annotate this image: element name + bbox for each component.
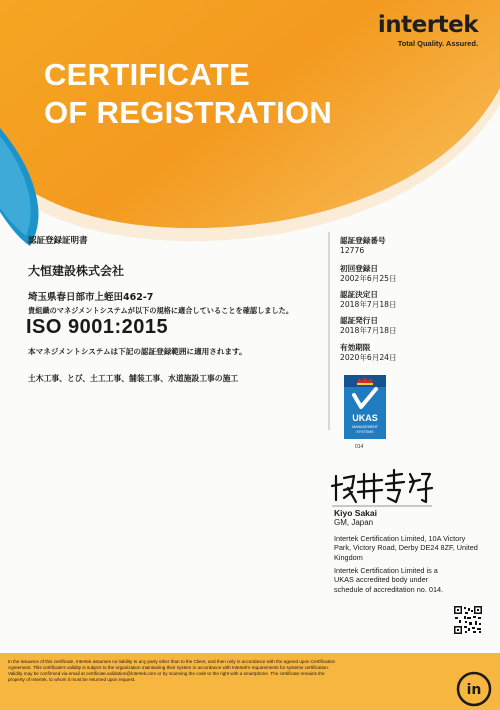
expiry-label: 有効期限 [340,343,371,352]
ukas-text: UKAS [352,413,378,423]
accreditation-line-2: UKAS accredited body under [334,575,429,585]
registration-number-label: 認証登録番号 [340,236,386,245]
certification-scope: 土木工事、とび、土工工事、舗装工事、水道施設工事の施工 [28,374,239,383]
registration-number-value: 12776 [340,246,365,255]
handwritten-signature [330,468,434,508]
footer-line-2: Agreement. This certificate's validity is subject to the organization maintaining their system in accordance with Intertek's requirements for systems certification. [8,665,330,670]
footer-line-3: Validity may be confirmed via email at certificate.validation@intertek.com or by scanning the code to the right with a smartphone. The certificate remains the [8,671,325,676]
registration-number-block [340,236,386,256]
signatory-role: GM, Japan [334,518,374,527]
title-line-1: CERTIFICATE [44,57,250,92]
expiry-date: 2020年6月24日 [340,353,397,362]
iso-standard: ISO 9001:2015 [26,316,169,338]
accreditation-line-1: Intertek Certification Limited is a [334,566,438,575]
brand-tagline: Total Quality. Assured. [397,39,478,48]
document-label: 認証登録証明書 [28,236,88,246]
issue-date: 2018年7月18日 [340,326,397,335]
issue-label: 認証発行日 [340,316,378,325]
footer-line-4: property of Intertek, to whom it must be returned upon request. [8,677,136,682]
title-line-2: OF REGISTRATION [44,95,333,130]
application-statement: 本マネジメントシステムは下記の認証登録範囲に適用されます。 [28,347,247,356]
initial-registration-date: 2002年6月25日 [340,274,397,283]
conformity-statement: 貴組織のマネジメントシステムが以下の規格に適合していることを確認しました。 [28,306,294,315]
ukas-number: 014 [355,444,364,450]
signatory-name: Kiyo Sakai [334,508,377,518]
qr-code-icon[interactable] [453,605,483,635]
brand-name: intertek [377,12,478,38]
ukas-systems-text: SYSTEMS [356,430,374,434]
issuer-address-line-1: Intertek Certification Limited, 10A Victory [334,534,466,543]
company-name: 大恒建設株式会社 [28,264,125,278]
footer-band [0,653,500,710]
decision-label: 認証決定日 [340,290,378,299]
footer-disclaimer [8,659,420,683]
issue-block [340,316,397,336]
decision-block [340,290,397,310]
decision-date: 2018年7月18日 [340,300,397,309]
initial-registration-label: 初回登録日 [340,264,378,273]
issuer-address-line-3: Kingdom [334,552,363,562]
in-logo-text: in [466,682,482,698]
issuer-address [334,534,484,562]
accreditation-statement [334,566,484,594]
initial-registration-block [340,264,397,284]
company-address: 埼玉県春日部市上蛭田462-7 [28,292,154,303]
ukas-management-text: MANAGEMENT [352,425,378,429]
ukas-accreditation-mark [344,375,386,439]
footer-line-1: In the issuance of this certificate, Intertek assumes no liability to any party other than to the Client, and then only in accordance with the agreed upon Certification [8,659,336,664]
intertek-in-logo-icon [456,671,492,707]
issuer-address-line-2: Park, Victory Road, Derby DE24 8ZF, United [334,543,478,553]
expiry-block [340,343,397,363]
accreditation-line-3: schedule of accreditation no. 014. [334,584,444,594]
